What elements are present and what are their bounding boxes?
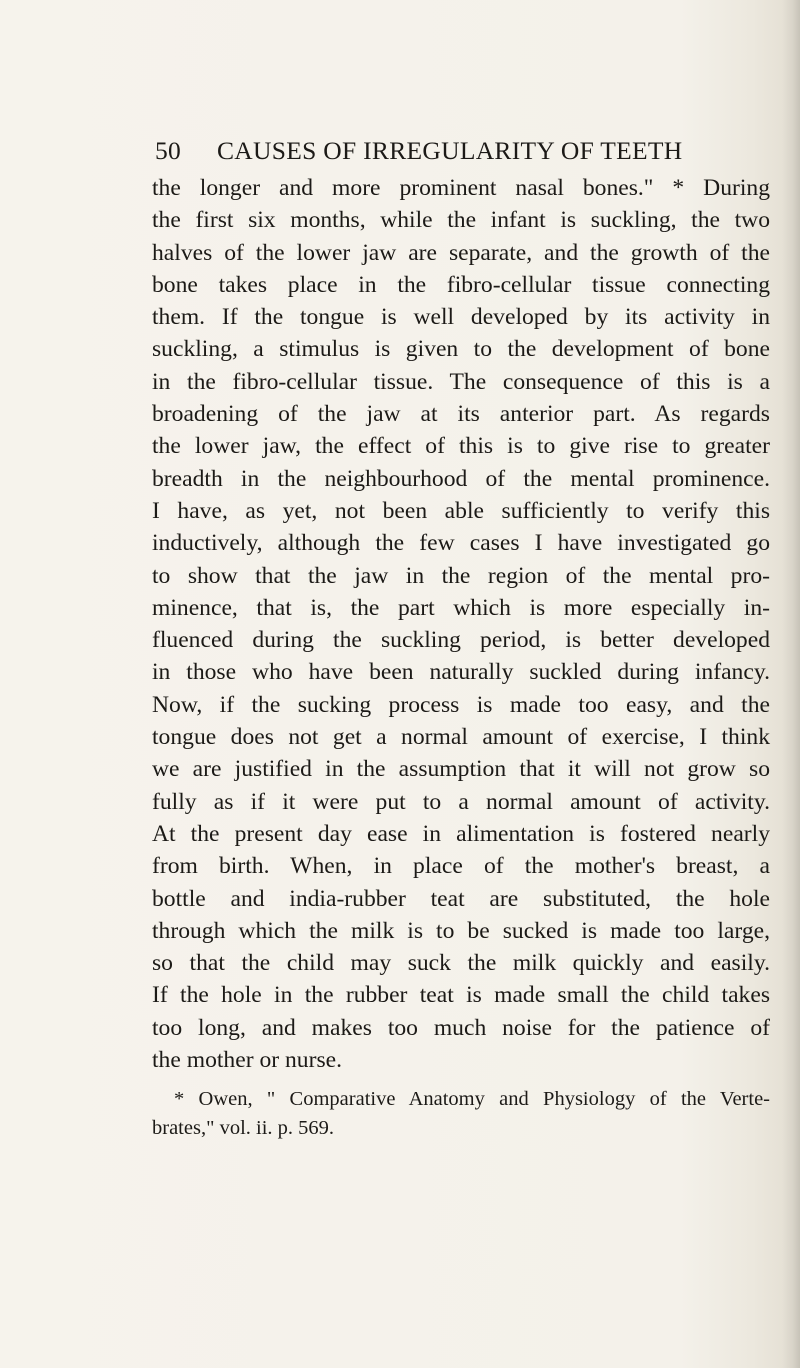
text-line: breadth in the neighbourhood of the mental prominence. bbox=[152, 465, 770, 492]
text-line: broadening of the jaw at its anterior part. As regards bbox=[152, 401, 770, 428]
text-line: so that the child may suck the milk quickly and easily. bbox=[152, 950, 770, 977]
text-line: bone takes place in the fibro-cellular tissue connecting bbox=[152, 271, 770, 298]
text-line: them. If the tongue is well developed by its activity in bbox=[152, 304, 770, 331]
page-edge-shadow bbox=[782, 0, 800, 1368]
text-line: through which the milk is to be sucked is made too large, bbox=[152, 917, 770, 944]
text-line: the longer and more prominent nasal bones." * During bbox=[152, 175, 770, 201]
text-line: to show that the jaw in the region of the mental pro- bbox=[152, 562, 770, 589]
text-line: halves of the lower jaw are separate, and the growth of the bbox=[152, 239, 770, 266]
text-line: I have, as yet, not been able sufficiently to verify this bbox=[152, 497, 770, 524]
text-line: in those who have been naturally suckled during infancy. bbox=[152, 659, 770, 686]
text-line: the first six months, while the infant is suckling, the two bbox=[152, 207, 770, 234]
text-line: fluenced during the suckling period, is better developed bbox=[152, 627, 770, 654]
text-line: minence, that is, the part which is more especially in- bbox=[152, 594, 770, 621]
running-title: CAUSES OF IRREGULARITY OF TEETH bbox=[217, 136, 683, 165]
footnote-line: brates," vol. ii. p. 569. bbox=[152, 1117, 335, 1139]
page-number: 50 bbox=[155, 136, 182, 165]
footnote-line: * Owen, " Comparative Anatomy and Physiology of the Verte- bbox=[174, 1088, 770, 1110]
body-text bbox=[152, 172, 770, 1076]
footnote bbox=[152, 1085, 770, 1143]
text-line: fully as if it were put to a normal amount of activity. bbox=[152, 788, 770, 815]
text-line: bottle and india-rubber teat are substituted, the hole bbox=[152, 885, 770, 912]
text-line: too long, and makes too much noise for the patience of bbox=[152, 1014, 770, 1041]
text-line: we are justified in the assumption that it will not grow so bbox=[152, 756, 770, 783]
text-line: the mother or nurse. bbox=[152, 1047, 343, 1074]
text-line: inductively, although the few cases I have investigated go bbox=[152, 530, 770, 557]
text-line: tongue does not get a normal amount of exercise, I think bbox=[152, 724, 770, 751]
text-line: Now, if the sucking process is made too easy, and the bbox=[152, 691, 770, 718]
text-line: from birth. When, in place of the mother's breast, a bbox=[152, 853, 770, 880]
text-line: in the fibro-cellular tissue. The consequence of this is a bbox=[152, 368, 770, 395]
text-line: suckling, a stimulus is given to the development of bone bbox=[152, 336, 770, 363]
text-line: At the present day ease in alimentation is fostered nearly bbox=[152, 820, 770, 847]
text-line: the lower jaw, the effect of this is to give rise to greater bbox=[152, 433, 770, 460]
running-head bbox=[155, 136, 755, 166]
text-line: If the hole in the rubber teat is made small the child takes bbox=[152, 982, 770, 1009]
